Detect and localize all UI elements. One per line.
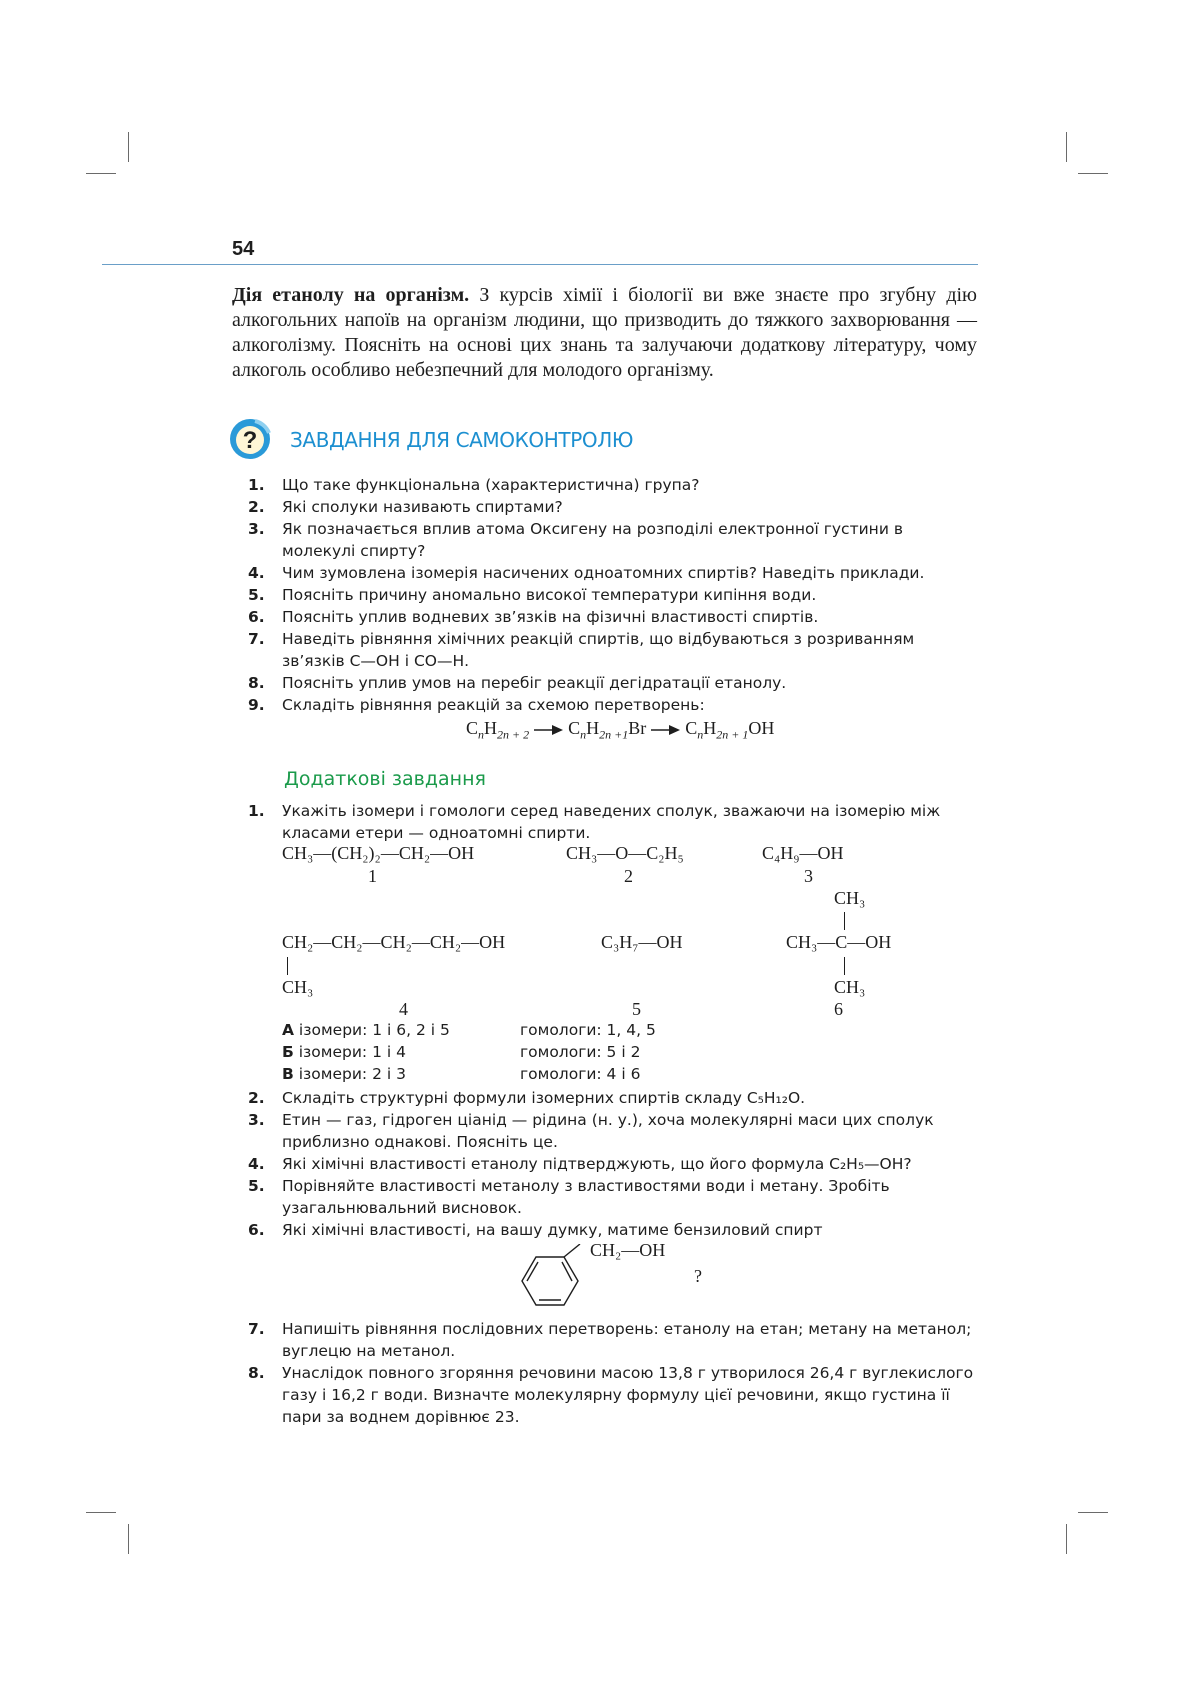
- item-text: Поясніть уплив водневих зв’язків на фізичні властивості спиртів.: [282, 608, 819, 626]
- item-number: 1.: [248, 476, 265, 494]
- item-number: 9.: [248, 696, 265, 714]
- list-item: [248, 474, 978, 496]
- list-item: [248, 606, 978, 628]
- item-text: Чим зумовлена ізомерія насичених одноатомних спиртів? Наведіть приклади.: [282, 564, 925, 582]
- option-a-homologs: гомологи: 1, 4, 5: [520, 1021, 656, 1039]
- item-number: 3.: [248, 520, 265, 538]
- item-text: Які хімічні властивості етанолу підтверджують, що його формула C₂H₅—OH?: [282, 1155, 912, 1173]
- crop-mark: [1066, 1524, 1067, 1554]
- compound-label: 4: [399, 999, 408, 1019]
- scheme-text: 2n + 2: [497, 727, 530, 742]
- transformation-scheme: [466, 718, 774, 743]
- list-item: [248, 1153, 978, 1175]
- bond-line: [844, 912, 845, 930]
- crop-mark: [86, 1512, 116, 1513]
- benzyl-question: ?: [694, 1266, 702, 1286]
- list-item: [248, 1109, 978, 1153]
- crop-mark: [128, 1524, 129, 1554]
- header-rule: [102, 264, 978, 265]
- question-mark-symbol: ?: [242, 427, 258, 454]
- item-number: 3.: [248, 1111, 265, 1129]
- option-letter: А: [282, 1021, 294, 1039]
- option-letter: В: [282, 1065, 294, 1083]
- item-number: 6.: [248, 608, 265, 626]
- extra-list-2: [248, 1087, 978, 1241]
- item-text: Етин — газ, гідроген ціанід — рідина (н. у.), хоча молекулярні маси цих сполук приблизно однакові. Поясніть це.: [282, 1111, 934, 1151]
- item-number: 8.: [248, 674, 265, 692]
- item-number: 5.: [248, 586, 265, 604]
- item-number: 2.: [248, 1089, 265, 1107]
- scheme-text: H: [484, 718, 498, 738]
- crop-mark: [1078, 173, 1108, 174]
- list-item: [248, 1318, 978, 1362]
- option-letter: Б: [282, 1043, 294, 1061]
- arrow-icon: [651, 724, 681, 736]
- compound-label: 2: [624, 866, 633, 886]
- option-isomers: ізомери: 1 і 4: [293, 1043, 406, 1061]
- option-isomers: ізомери: 1 і 6, 2 і 5: [294, 1021, 450, 1039]
- compound-6: CH₃—C—OH: [786, 932, 892, 952]
- scheme-text: Br: [628, 718, 647, 738]
- page-number: 54: [232, 238, 255, 260]
- option-b: [282, 1043, 406, 1061]
- item-text: Поясніть уплив умов на перебіг реакції дегідратації етанолу.: [282, 674, 787, 692]
- item-number: 4.: [248, 564, 265, 582]
- list-item: [248, 628, 978, 672]
- compound-6-bottom: CH₃: [834, 977, 866, 997]
- scheme-text: C: [685, 718, 698, 738]
- compound-1: CH₃—(CH₂)₂—CH₂—OH: [282, 843, 475, 863]
- item-number: 5.: [248, 1177, 265, 1195]
- arrow-icon: [534, 724, 564, 736]
- item-text: Укажіть ізомери і гомологи серед наведених сполук, зважаючи на ізомерію між класами етери — одноатомні спирти.: [282, 802, 941, 842]
- extra-list-3: [248, 1318, 978, 1428]
- compound-4-branch: CH₃: [282, 977, 314, 997]
- item-text: Напишіть рівняння послідовних перетворень: етанолу на етан; метану на метанол; вуглецю на метанол.: [282, 1320, 972, 1360]
- option-a: [282, 1021, 450, 1039]
- list-item: [248, 584, 978, 606]
- item-text: Наведіть рівняння хімічних реакцій спиртів, що відбуваються з розриванням зв’язків С—ОН і СО—Н.: [282, 630, 915, 670]
- crop-mark: [1078, 1512, 1108, 1513]
- item-text: Які сполуки називають спиртами?: [282, 498, 563, 516]
- option-c-homologs: гомологи: 4 і 6: [520, 1065, 641, 1083]
- compound-4: CH₂—CH₂—CH₂—CH₂—OH: [282, 932, 506, 952]
- scheme-text: C: [466, 718, 479, 738]
- option-c: [282, 1065, 406, 1083]
- item-text: Унаслідок повного згоряння речовини масою 13,8 г утворилося 26,4 г вуглекислого газу і 16,2 г води. Визначте молекулярну формулу цієї речовини, якщо густина її пари за воднем дорівнює 23.: [282, 1364, 974, 1426]
- intro-text: З курсів хімії і біології ви вже знаєте про згубну дію алкогольних напоїв на організм людини, що призводить до тяжкого захворювання — алкоголізму. Поясніть на основі цих знань та залучаючи додаткову літературу, чому алкоголь особливо небезпечний для молодого організму.: [232, 284, 977, 381]
- scheme-text: 2n +1: [599, 727, 629, 742]
- item-text: Що таке функціональна (характеристична) група?: [282, 476, 700, 494]
- compound-label: 5: [632, 999, 641, 1019]
- bond-line: [287, 957, 288, 975]
- scheme-text: C: [568, 718, 581, 738]
- question-mark-icon: [228, 417, 272, 461]
- crop-mark: [86, 173, 116, 174]
- list-item: [248, 800, 978, 844]
- item-text: Поясніть причину аномально високої температури кипіння води.: [282, 586, 817, 604]
- item-text: Порівняйте властивості метанолу з властивостями води і метану. Зробіть узагальнювальний висновок.: [282, 1177, 890, 1217]
- intro-paragraph: [232, 283, 977, 383]
- scheme-text: n: [580, 727, 587, 742]
- scheme-text: H: [586, 718, 600, 738]
- list-item: [248, 694, 978, 716]
- extra-tasks-title: Додаткові завдання: [284, 768, 486, 790]
- item-number: 7.: [248, 630, 265, 648]
- list-item: [248, 496, 978, 518]
- list-item: [248, 672, 978, 694]
- item-text: Складіть рівняння реакцій за схемою перетворень:: [282, 696, 705, 714]
- item-text: Як позначається вплив атома Оксигену на розподілі електронної густини в молекулі спирту?: [282, 520, 903, 560]
- item-text: Які хімічні властивості, на вашу думку, матиме бензиловий спирт: [282, 1221, 823, 1239]
- item-number: 8.: [248, 1364, 265, 1382]
- compound-5: C₃H₇—OH: [601, 932, 683, 952]
- item-number: 6.: [248, 1221, 265, 1239]
- option-b-homologs: гомологи: 5 і 2: [520, 1043, 641, 1061]
- crop-mark: [128, 132, 129, 162]
- list-item: [248, 562, 978, 584]
- compound-label: 1: [368, 866, 377, 886]
- compound-label: 6: [834, 999, 843, 1019]
- item-number: 2.: [248, 498, 265, 516]
- list-item: [248, 1219, 978, 1241]
- option-isomers: ізомери: 2 і 3: [293, 1065, 406, 1083]
- scheme-text: n: [697, 727, 704, 742]
- compound-2: CH₃—O—C₂H₅: [566, 843, 684, 863]
- compound-6-top: CH₃: [834, 888, 866, 908]
- compound-3: C₄H₉—OH: [762, 843, 844, 863]
- crop-mark: [1066, 132, 1067, 162]
- self-control-title: ЗАВДАННЯ ДЛЯ САМОКОНТРОЛЮ: [290, 428, 634, 452]
- item-number: 7.: [248, 1320, 265, 1338]
- scheme-text: H: [703, 718, 717, 738]
- list-item: [248, 1175, 978, 1219]
- extra-list-1: [248, 800, 978, 844]
- item-number: 4.: [248, 1155, 265, 1173]
- benzyl-group-label: CH₂—OH: [590, 1240, 666, 1260]
- compound-label: 3: [804, 866, 813, 886]
- scheme-text: OH: [748, 718, 775, 738]
- item-text: Складіть структурні формули ізомерних спиртів складу С₅Н₁₂О.: [282, 1089, 806, 1107]
- self-control-list: [248, 474, 978, 716]
- scheme-text: n: [478, 727, 485, 742]
- list-item: [248, 518, 978, 562]
- bond-line: [844, 957, 845, 975]
- scheme-text: 2n + 1: [716, 727, 749, 742]
- list-item: [248, 1362, 978, 1428]
- list-item: [248, 1087, 978, 1109]
- item-number: 1.: [248, 802, 265, 820]
- intro-title: Дія етанолу на організм.: [232, 284, 470, 306]
